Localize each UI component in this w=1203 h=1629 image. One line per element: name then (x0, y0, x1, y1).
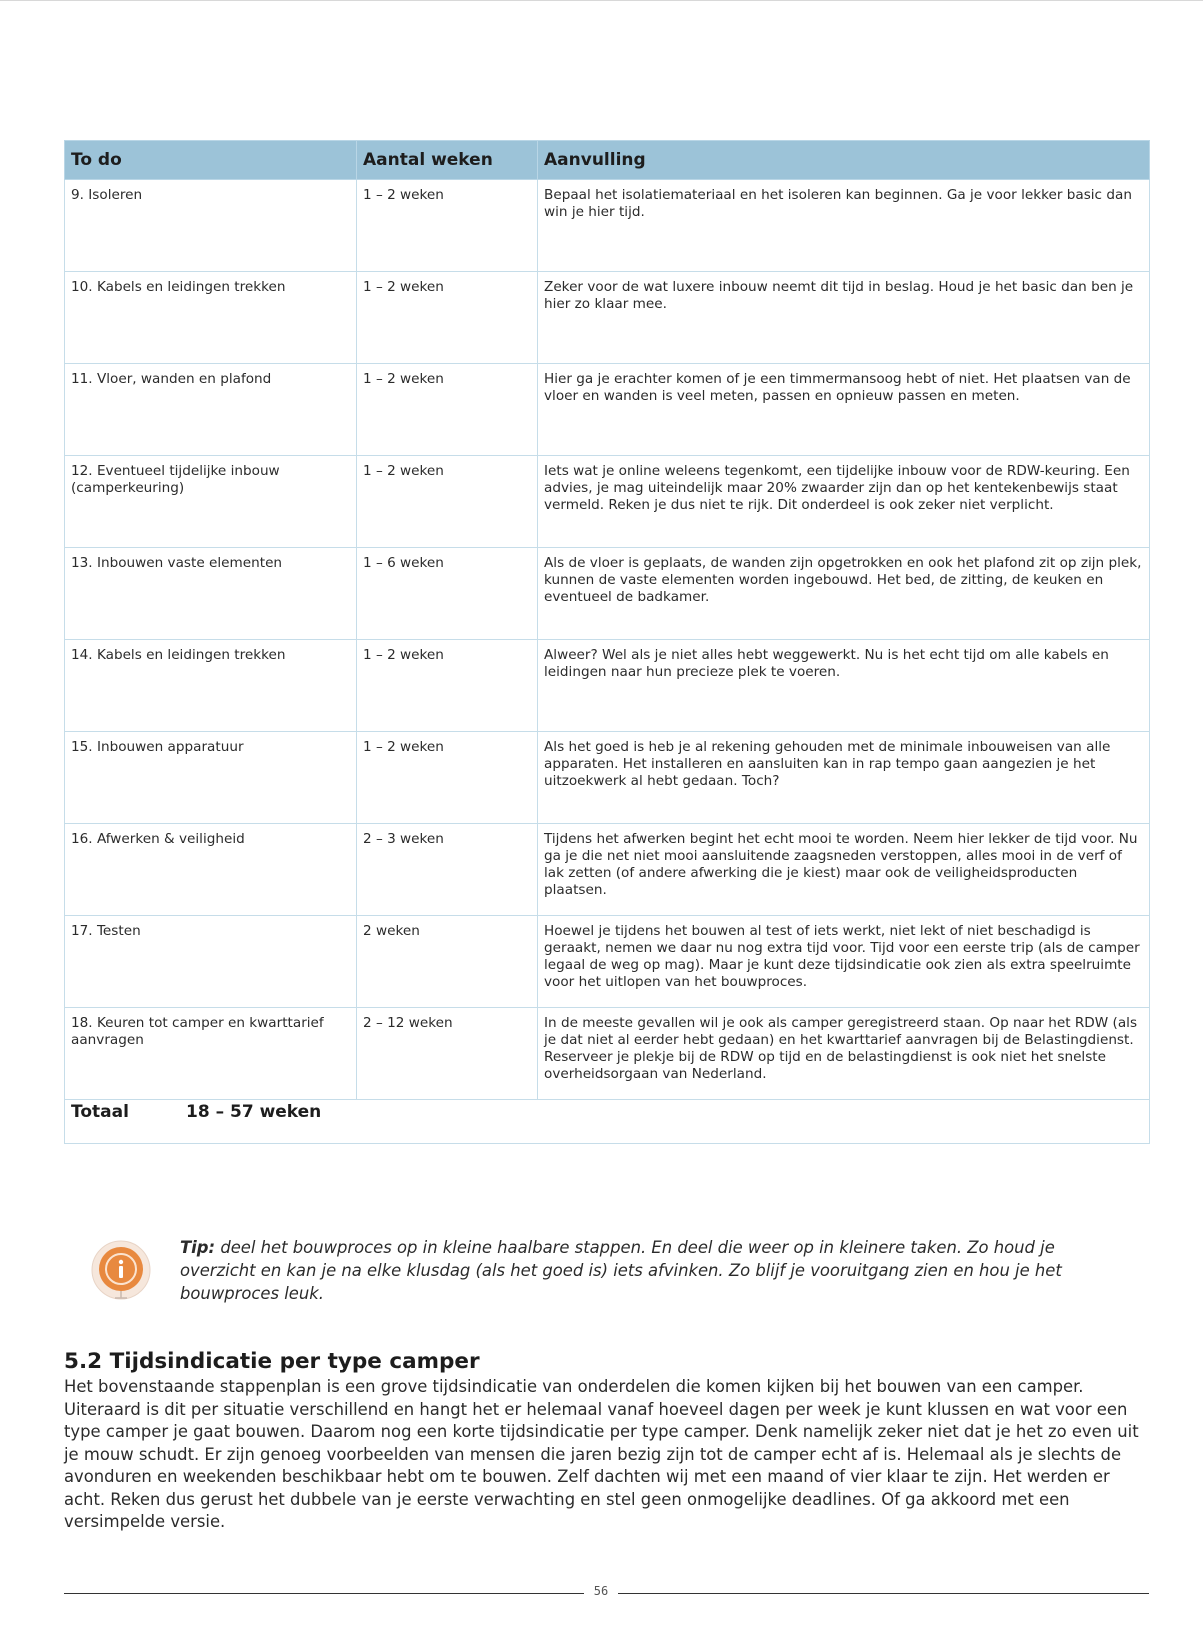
todo-cell: 15. Inbouwen apparatuur (65, 732, 357, 824)
tip-text (180, 1236, 1100, 1305)
table-row (65, 180, 1150, 272)
weeks-cell: 2 – 3 weken (357, 824, 538, 916)
table-row (65, 364, 1150, 456)
table-row (65, 824, 1150, 916)
table-header-row (65, 141, 1150, 180)
note-cell: Iets wat je online weleens tegenkomt, een tijdelijke inbouw voor de RDW-keuring. Een advies, je mag uiteindelijk maar 20% zwaarder zijn dan op het kentekenbewijs staat vermeld. Reken je dus niet te rijk. Dit onderdeel is ook zeker niet verplicht. (538, 456, 1150, 548)
table-row (65, 732, 1150, 824)
todo-cell: 9. Isoleren (65, 180, 357, 272)
todo-cell: 17. Testen (65, 916, 357, 1008)
todo-cell: 10. Kabels en leidingen trekken (65, 272, 357, 364)
note-cell: Hoewel je tijdens het bouwen al test of iets werkt, niet lekt of niet beschadigd is geraakt, nemen we daar nu nog extra tijd voor. Tijd voor een eerste trip (als de camper legaal de weg op mag). Maar je kunt deze tijdsindicatie ook zien als extra speelruimte voor het uitlopen van het bouwproces. (538, 916, 1150, 1008)
header-weeks: Aantal weken (357, 141, 538, 180)
planning-table-container (64, 140, 1149, 1144)
header-note: Aanvulling (538, 141, 1150, 180)
note-cell: Bepaal het isolatiemateriaal en het isoleren kan beginnen. Ga je voor lekker basic dan win je hier tijd. (538, 180, 1150, 272)
note-cell: Tijdens het afwerken begint het echt mooi te worden. Neem hier lekker de tijd voor. Nu ga je die net niet mooi aansluitende zaagsneden verstoppen, alles mooi in de verf of lak zetten (of andere afwerking die je kiest) maar ook de veiligheidsproducten plaatsen. (538, 824, 1150, 916)
section-title: 5.2 Tijdsindicatie per type camper (64, 1349, 480, 1374)
table-row (65, 916, 1150, 1008)
weeks-cell: 1 – 2 weken (357, 364, 538, 456)
note-cell: Hier ga je erachter komen of je een timmermansoog hebt of niet. Het plaatsen van de vloer en wanden is veel meten, passen en opnieuw passen en meten. (538, 364, 1150, 456)
todo-cell: 16. Afwerken & veiligheid (65, 824, 357, 916)
header-todo: To do (65, 141, 357, 180)
todo-cell: 18. Keuren tot camper en kwarttarief aanvragen (65, 1008, 357, 1100)
note-cell: Als de vloer is geplaats, de wanden zijn opgetrokken en ook het plafond zit op zijn plek, kunnen de vaste elementen worden ingebouwd. Het bed, de zitting, de keuken en eventueel de badkamer. (538, 548, 1150, 640)
table-row (65, 548, 1150, 640)
todo-cell: 11. Vloer, wanden en plafond (65, 364, 357, 456)
table-row (65, 1008, 1150, 1100)
total-value: 18 – 57 weken (186, 1102, 322, 1122)
info-icon (90, 1240, 152, 1302)
table-row (65, 640, 1150, 732)
weeks-cell: 1 – 2 weken (357, 456, 538, 548)
weeks-cell: 1 – 6 weken (357, 548, 538, 640)
weeks-cell: 1 – 2 weken (357, 272, 538, 364)
total-label: Totaal (71, 1102, 129, 1122)
weeks-cell: 1 – 2 weken (357, 640, 538, 732)
section-body: Het bovenstaande stappenplan is een grove tijdsindicatie van onderdelen die komen kijken bij het bouwen van een camper. Uiteraard is dit per situatie verschillend en hangt het er helemaal vanaf hoeveel dagen per week je kunt klussen en wat voor een type camper je gaat bouwen. Daarom nog een korte tijdsindicatie per type camper. Denk namelijk zeker niet dat je het zo even uit je mouw schudt. Er zijn genoeg voorbeelden van mensen die jaren bezig zijn tot de camper echt af is. Helemaal als je slechts de avonduren en weekenden beschikbaar hebt om te bouwen. Zelf dachten wij met een maand of vier klaar te zijn. Het werden er acht. Reken dus gerust het dubbele van je eerste verwachting en stel geen onmogelijke deadlines. Of ga akkoord met een versimpelde versie. (64, 1377, 1139, 1531)
table-row (65, 272, 1150, 364)
weeks-cell: 2 – 12 weken (357, 1008, 538, 1100)
page-number: 56 (593, 1584, 609, 1598)
note-cell: Als het goed is heb je al rekening gehouden met de minimale inbouweisen van alle apparaten. Het installeren en aansluiten kan in rap tempo gaan aangezien je het uitzoekwerk al hebt gedaan. Toch? (538, 732, 1150, 824)
weeks-cell: 1 – 2 weken (357, 732, 538, 824)
table-row (65, 456, 1150, 548)
footer-divider-right (618, 1593, 1149, 1594)
total-row (65, 1100, 1150, 1144)
planning-table (64, 140, 1150, 1144)
tip-body: deel het bouwproces op in kleine haalbare stappen. En deel die weer op in kleinere taken. Zo houd je overzicht en kan je na elke klusdag (als het goed is) iets afvinken. Zo blijf je vooruitgang zien en hou je het bouwproces leuk. (180, 1238, 1062, 1303)
note-cell: Alweer? Wel als je niet alles hebt weggewerkt. Nu is het echt tijd om alle kabels en leidingen naar hun precieze plek te voeren. (538, 640, 1150, 732)
page-top-border (0, 0, 1203, 1)
todo-cell: 12. Eventueel tijdelijke inbouw (camperkeuring) (65, 456, 357, 548)
tip-label: Tip: (180, 1238, 216, 1257)
weeks-cell: 1 – 2 weken (357, 180, 538, 272)
weeks-cell: 2 weken (357, 916, 538, 1008)
todo-cell: 14. Kabels en leidingen trekken (65, 640, 357, 732)
todo-cell: 13. Inbouwen vaste elementen (65, 548, 357, 640)
note-cell: In de meeste gevallen wil je ook als camper geregistreerd staan. Op naar het RDW (als je dat niet al eerder hebt gedaan) en het kwarttarief aanvragen bij de Belastingdienst. Reserveer je plekje bij de RDW op tijd en de belastingdienst is ook niet het snelste overheidsorgaan van Nederland. (538, 1008, 1150, 1100)
tip-box (90, 1236, 1100, 1306)
note-cell: Zeker voor de wat luxere inbouw neemt dit tijd in beslag. Houd je het basic dan ben je hier zo klaar mee. (538, 272, 1150, 364)
total-cell (65, 1100, 1150, 1144)
footer-divider-left (64, 1593, 584, 1594)
